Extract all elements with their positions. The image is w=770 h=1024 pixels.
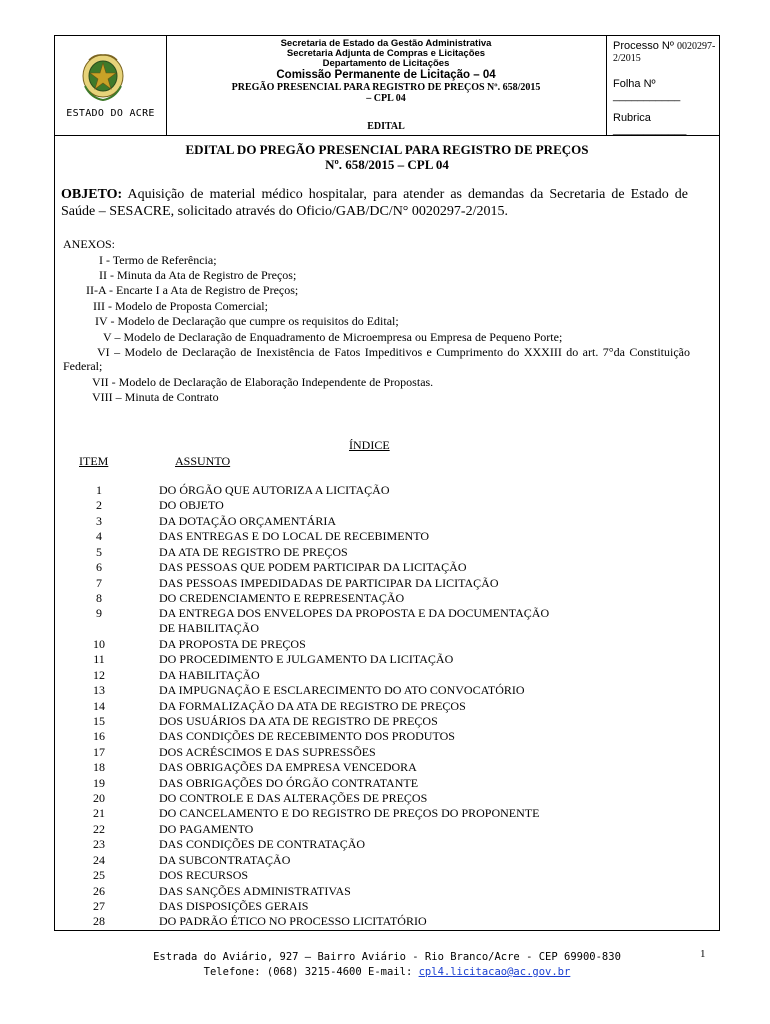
objeto-text: Aquisição de material médico hospitalar, para atender as demandas da Secretaria de Estado de Saúde – SESACRE, solicitado através do Oficio/GAB/DC/N° 0020297-2/2015. — [61, 187, 688, 219]
header-departamento: Departamento de Licitações — [322, 58, 450, 69]
anexo-item: II - Minuta da Ata de Registro de Preços; — [99, 268, 297, 282]
header-secretaria-adjunta: Secretaria Adjunta de Compras e Licitações — [286, 48, 486, 59]
index-item-subject: DO PROCEDIMENTO E JULGAMENTO DA LICITAÇÃO — [159, 652, 454, 666]
header-process-cell — [606, 36, 719, 135]
index-item-number: 2 — [96, 498, 102, 512]
index-title: ÍNDICE — [349, 438, 390, 452]
index-item-number: 14 — [93, 699, 105, 713]
index-item-subject: DO PAGAMENTO — [159, 822, 254, 836]
processo-value: 0020297-2/2015 — [613, 41, 716, 64]
header-pregao-line2: – CPL 04 — [366, 93, 406, 104]
index-item-number: 21 — [93, 806, 105, 820]
footer-address: Estrada do Aviário, 927 – Bairro Aviário - Rio Branco/Acre - CEP 69900-830 — [153, 951, 621, 963]
index-item-subject: DAS PESSOAS QUE PODEM PARTICIPAR DA LICITAÇÃO — [159, 560, 467, 574]
header-commission: Comissão Permanente de Licitação – 04 — [276, 69, 496, 81]
index-col-item: ITEM — [79, 454, 109, 468]
index-item-subject: DO OBJETO — [159, 498, 224, 512]
folha-field: Folha Nº ___________ — [613, 78, 681, 102]
index-item-subject: DO CANCELAMENTO E DO REGISTRO DE PREÇOS DO PROPONENTE — [159, 806, 540, 820]
header-title-cell — [166, 36, 607, 135]
index-item-subject: DA ATA DE REGISTRO DE PREÇOS — [159, 545, 348, 559]
index-item-subject: DAS CONDIÇÕES DE CONTRATAÇÃO — [159, 837, 366, 851]
index-item-subject: DAS SANÇÕES ADMINISTRATIVAS — [159, 884, 351, 898]
index-item-number: 25 — [93, 868, 105, 882]
index-item-subject: DO CREDENCIAMENTO E REPRESENTAÇÃO — [159, 591, 405, 605]
footer-phone: Telefone: (068) 3215-4600 E-mail: — [203, 966, 413, 978]
index-item-subject: DO ÓRGÃO QUE AUTORIZA A LICITAÇÃO — [159, 483, 390, 497]
state-label: ESTADO DO ACRE — [66, 108, 155, 119]
index-item-number: 16 — [93, 729, 105, 743]
anexo-item: VI – Modelo de Declaração de Inexistência de Fatos Impeditivos e Cumprimento do XXXIII do art. 7°da Constituição Federal; — [63, 345, 690, 373]
objeto-paragraph — [61, 186, 688, 220]
index-item-number: 3 — [96, 514, 102, 528]
index-item-subject: DAS PESSOAS IMPEDIDADAS DE PARTICIPAR DA LICITAÇÃO — [159, 576, 499, 590]
rubrica-field: Rubrica ____________ — [613, 112, 687, 136]
objeto-label: OBJETO: — [61, 187, 123, 202]
index-item-number: 26 — [93, 884, 105, 898]
processo-label: Processo Nº — [613, 40, 674, 52]
index-item-number: 17 — [93, 745, 105, 759]
index-item-subject: DOS USUÁRIOS DA ATA DE REGISTRO DE PREÇOS — [159, 714, 438, 728]
index-item-number: 8 — [96, 591, 102, 605]
index-item-number: 13 — [93, 683, 105, 697]
index-item-number: 12 — [93, 668, 105, 682]
index-item-number: 19 — [93, 776, 105, 790]
index-item-number: 9 — [96, 606, 102, 620]
index-item-number: 20 — [93, 791, 105, 805]
anexo-item: I - Termo de Referência; — [99, 253, 217, 267]
index-item-subject: DA FORMALIZAÇÃO DA ATA DE REGISTRO DE PREÇOS — [159, 699, 466, 713]
anexo-item: II-A - Encarte I a Ata de Registro de Preços; — [86, 283, 299, 297]
index-item-number: 6 — [96, 560, 102, 574]
state-coat-of-arms-icon — [79, 52, 127, 104]
index-item-subject: DA SUBCONTRATAÇÃO — [159, 853, 291, 867]
index-item-number: 11 — [93, 652, 105, 666]
index-item-subject: DA ENTREGA DOS ENVELOPES DA PROPOSTA E DA DOCUMENTAÇÃO — [159, 606, 550, 620]
index-item-subject: DAS CONDIÇÕES DE RECEBIMENTO DOS PRODUTOS — [159, 729, 455, 743]
index-item-number: 5 — [96, 545, 102, 559]
anexo-item: III - Modelo de Proposta Comercial; — [93, 299, 268, 313]
index-item-subject: DA PROPOSTA DE PREÇOS — [159, 637, 306, 651]
index-item-number: 18 — [93, 760, 105, 774]
header-logo-cell — [55, 36, 167, 135]
anexo-item: VII - Modelo de Declaração de Elaboração Independente de Propostas. — [92, 375, 434, 389]
document-header — [54, 35, 720, 136]
index-item-subject: DO PADRÃO ÉTICO NO PROCESSO LICITATÓRIO — [159, 914, 427, 928]
anexo-item: VIII – Minuta de Contrato — [92, 390, 219, 404]
document-subtitle: Nº. 658/2015 – CPL 04 — [325, 157, 449, 172]
index-item-number: 7 — [96, 576, 102, 590]
index-item-subject: DOS RECURSOS — [159, 868, 249, 882]
index-item-subject: DA HABILITAÇÃO — [159, 668, 260, 682]
anexo-item: IV - Modelo de Declaração que cumpre os requisitos do Edital; — [95, 314, 399, 328]
index-item-number: 27 — [93, 899, 105, 913]
index-item-number: 10 — [93, 637, 105, 651]
index-item-number: 1 — [96, 483, 102, 497]
index-item-number: 22 — [93, 822, 105, 836]
header-secretaria: Secretaria de Estado da Gestão Administrativa — [280, 38, 492, 49]
index-item-subject: DA DOTAÇÃO ORÇAMENTÁRIA — [159, 514, 337, 528]
anexos-label: ANEXOS: — [63, 237, 116, 251]
index-item-subject: DAS OBRIGAÇÕES DA EMPRESA VENCEDORA — [159, 760, 417, 774]
index-item-number: 23 — [93, 837, 105, 851]
index-item-subject: DOS ACRÉSCIMOS E DAS SUPRESSÕES — [159, 745, 376, 759]
header-edital: EDITAL — [367, 121, 405, 132]
index-item-number: 4 — [96, 529, 102, 543]
index-item-subject: DAS OBRIGAÇÕES DO ÓRGÃO CONTRATANTE — [159, 776, 419, 790]
document-title: EDITAL DO PREGÃO PRESENCIAL PARA REGISTRO DE PREÇOS — [185, 142, 589, 157]
processo-number — [613, 40, 719, 64]
page-number: 1 — [700, 948, 706, 960]
index-item-number: 15 — [93, 714, 105, 728]
index-item-number: 24 — [93, 853, 105, 867]
index-col-subject: ASSUNTO — [175, 454, 231, 468]
header-pregao-line1: PREGÃO PRESENCIAL PARA REGISTRO DE PREÇOS Nº. 658/2015 — [231, 82, 541, 93]
footer-contact — [54, 966, 720, 978]
index-item-number: 28 — [93, 914, 105, 928]
index-item-subject: DAS ENTREGAS E DO LOCAL DE RECEBIMENTO — [159, 529, 429, 543]
index-item-subject: DO CONTROLE E DAS ALTERAÇÕES DE PREÇOS — [159, 791, 428, 805]
footer-email-link[interactable]: cpl4.licitacao@ac.gov.br — [418, 966, 571, 978]
index-item-subject-continuation: DE HABILITAÇÃO — [159, 621, 260, 635]
index-item-subject: DAS DISPOSIÇÕES GERAIS — [159, 899, 309, 913]
index-item-subject: DA IMPUGNAÇÃO E ESCLARECIMENTO DO ATO CONVOCATÓRIO — [159, 683, 525, 697]
anexo-item: V – Modelo de Declaração de Enquadramento de Microempresa ou Empresa de Pequeno Porte; — [103, 330, 563, 344]
